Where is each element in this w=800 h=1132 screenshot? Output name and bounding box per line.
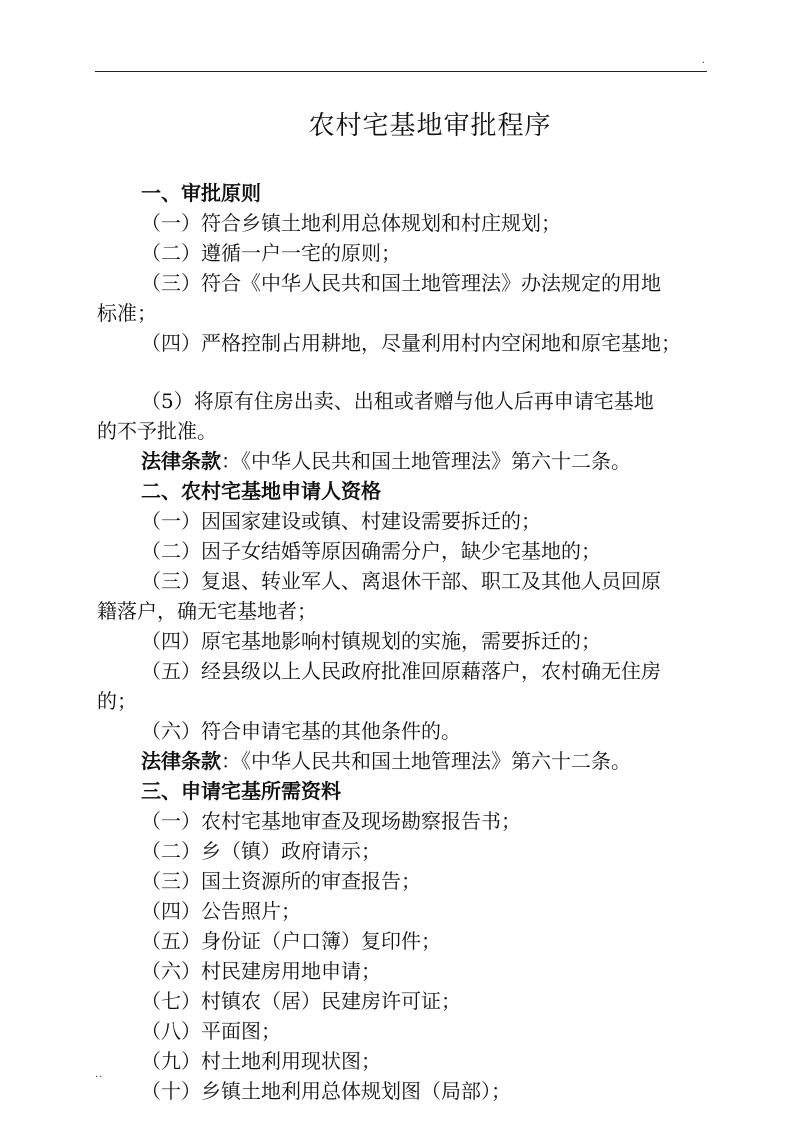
law-text: ：《中华人民共和国土地管理法》第六十二条。 [221, 749, 631, 773]
list-item: （5）将原有住房出卖、出租或者赠与他人后再申请宅基地 [141, 389, 654, 413]
list-item-continuation: 籍落户，确无宅基地者； [97, 599, 317, 623]
document-body [95, 178, 715, 1106]
header-rule [95, 71, 707, 72]
list-item: （一）农村宅基地审查及现场勘察报告书； [141, 809, 521, 833]
list-item-continuation: 的； [97, 689, 137, 713]
section-heading: 一、审批原则 [141, 181, 261, 205]
footer-mark: .. [95, 1069, 104, 1080]
document-title: 农村宅基地审批程序 [308, 111, 552, 141]
list-item: （三）复退、转业军人、离退休干部、职工及其他人员回原 [141, 569, 661, 593]
section-heading: 二、农村宅基地申请人资格 [141, 479, 381, 503]
spacer [95, 358, 715, 386]
list-item: （五）身份证（户口簿）复印件； [141, 929, 441, 953]
list-item: （六）村民建房用地申请； [141, 959, 381, 983]
list-item: （四）严格控制占用耕地，尽量利用村内空闲地和原宅基地； [141, 331, 681, 355]
list-item: （四）原宅基地影响村镇规划的实施，需要拆迁的； [141, 629, 601, 653]
law-text: ：《中华人民共和国土地管理法》第六十二条。 [221, 449, 631, 473]
law-label: 法律条款 [141, 449, 221, 473]
law-reference [95, 746, 715, 776]
list-item: （二）乡（镇）政府请示； [141, 839, 381, 863]
list-item: （一）因国家建设或镇、村建设需要拆迁的； [141, 509, 541, 533]
list-item: （六）符合申请宅基的其他条件的。 [141, 719, 461, 743]
list-item: （八）平面图； [141, 1019, 281, 1043]
header-corner-mark: . [701, 55, 705, 66]
list-item: （一）符合乡镇土地利用总体规划和村庄规划； [141, 211, 561, 235]
list-item: （二）因子女结婚等原因确需分户，缺少宅基地的； [141, 539, 601, 563]
list-item-continuation: 标准； [97, 301, 157, 325]
law-label: 法律条款 [141, 749, 221, 773]
list-item: （三）符合《中华人民共和国土地管理法》办法规定的用地 [141, 271, 661, 295]
list-item: （七）村镇农（居）民建房许可证； [141, 989, 461, 1013]
list-item: （九）村土地利用现状图； [141, 1049, 381, 1073]
law-reference [95, 446, 715, 476]
list-item: （十）乡镇土地利用总体规划图（局部）； [141, 1079, 511, 1103]
list-item-continuation: 的不予批准。 [97, 419, 217, 443]
list-item: （五）经县级以上人民政府批准回原藉落户，农村确无住房 [141, 659, 661, 683]
section-heading: 三、申请宅基所需资料 [141, 779, 341, 803]
list-item: （四）公告照片； [141, 899, 301, 923]
list-item: （三）国土资源所的审查报告； [141, 869, 421, 893]
list-item: （二）遵循一户一宅的原则； [141, 241, 401, 265]
